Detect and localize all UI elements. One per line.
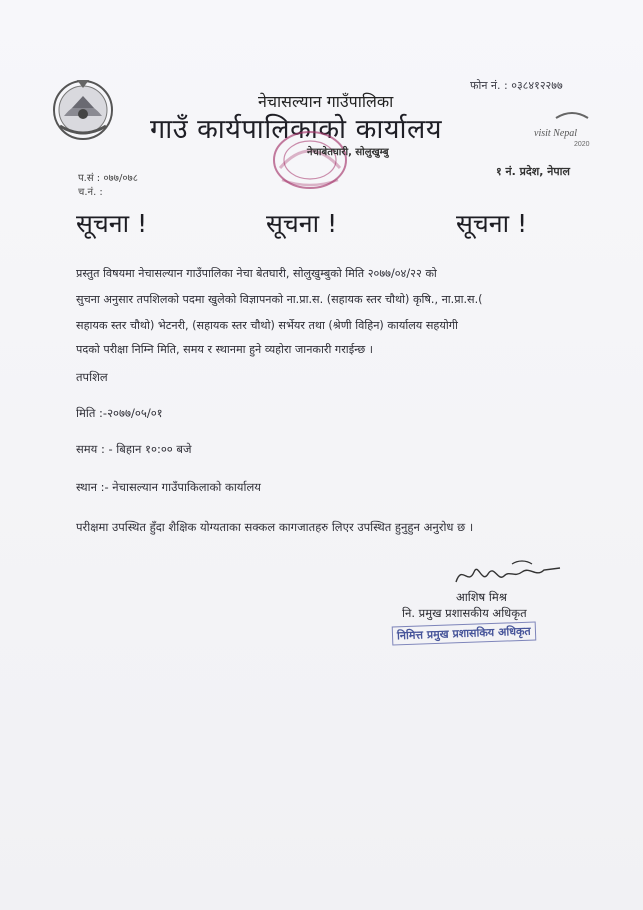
handwritten-signature [452, 558, 564, 590]
details-heading: तपशिल [76, 370, 108, 384]
notice-heading: सूचना ! [266, 209, 338, 238]
office-title: गाउँ कार्यपालिकाको कार्यालय [150, 114, 442, 145]
signer-name: आशिष मिश्र [456, 590, 507, 604]
province: १ नं. प्रदेश, नेपाल [496, 165, 570, 178]
office-stamp [262, 124, 358, 194]
office-name: नेचासल्यान गाउँपालिका [258, 92, 394, 111]
closing-request: परीक्षमा उपस्थित हुँदा शैक्षिक योग्यताका सक्कल कागजातहरु लिएर उपस्थित हुनुहुन अनुरोध छ । [76, 520, 474, 534]
exam-date: मिति :-२०७७/०५/०१ [76, 406, 163, 420]
notice-heading: सूचना ! [76, 209, 148, 238]
body-line: प्रस्तुत विषयमा नेचासल्यान गाउँपालिका नेचा बेतघारी, सोलुखुम्बुको मिति २०७७/०४/२२ को [76, 267, 437, 280]
exam-place: स्थान :- नेचासल्यान गाउँपाकिलाको कार्यालय [76, 480, 261, 494]
exam-time: समय : - बिहान १०:०० बजे [76, 442, 192, 456]
visit-logo-year: 2020 [574, 141, 590, 148]
dispatch-number: च.नं. : [78, 187, 103, 198]
visit-nepal-logo [532, 108, 608, 152]
office-address: नेचाबेतघारी, सोलुखुम्बु [307, 147, 389, 158]
government-emblem-icon [50, 76, 116, 142]
body-line: सुचना अनुसार तपशिलको पदमा खुलेको विज्ञापनको ना.प्रा.स. (सहायक स्तर चौथो) कृषि., ना.प्रा.स.( [76, 293, 483, 306]
reference-number: प.सं : ०७७/०७८ [78, 173, 138, 184]
signature-stamp: निमित्त प्रमुख प्रशासकिय अधिकृत [392, 621, 536, 645]
body-line: पदको परीक्षा निम्नि मिति, समय र स्थानमा हुने व्यहोरा जानकारी गराईन्छ । [76, 343, 374, 356]
visit-logo-text: visit Nepal [534, 128, 578, 139]
notice-heading: सूचना ! [456, 209, 528, 238]
body-line: सहायक स्तर चौथो) भेटनरी, (सहायक स्तर चौथो) सर्भेयर तथा (श्रेणी विहिन) कार्यालय सहयोगी [76, 319, 458, 332]
phone-number: फोन नं. : ०३८४१२२७७ [470, 79, 563, 92]
signer-title: नि. प्रमुख प्रशासकीय अधिकृत [402, 606, 527, 620]
